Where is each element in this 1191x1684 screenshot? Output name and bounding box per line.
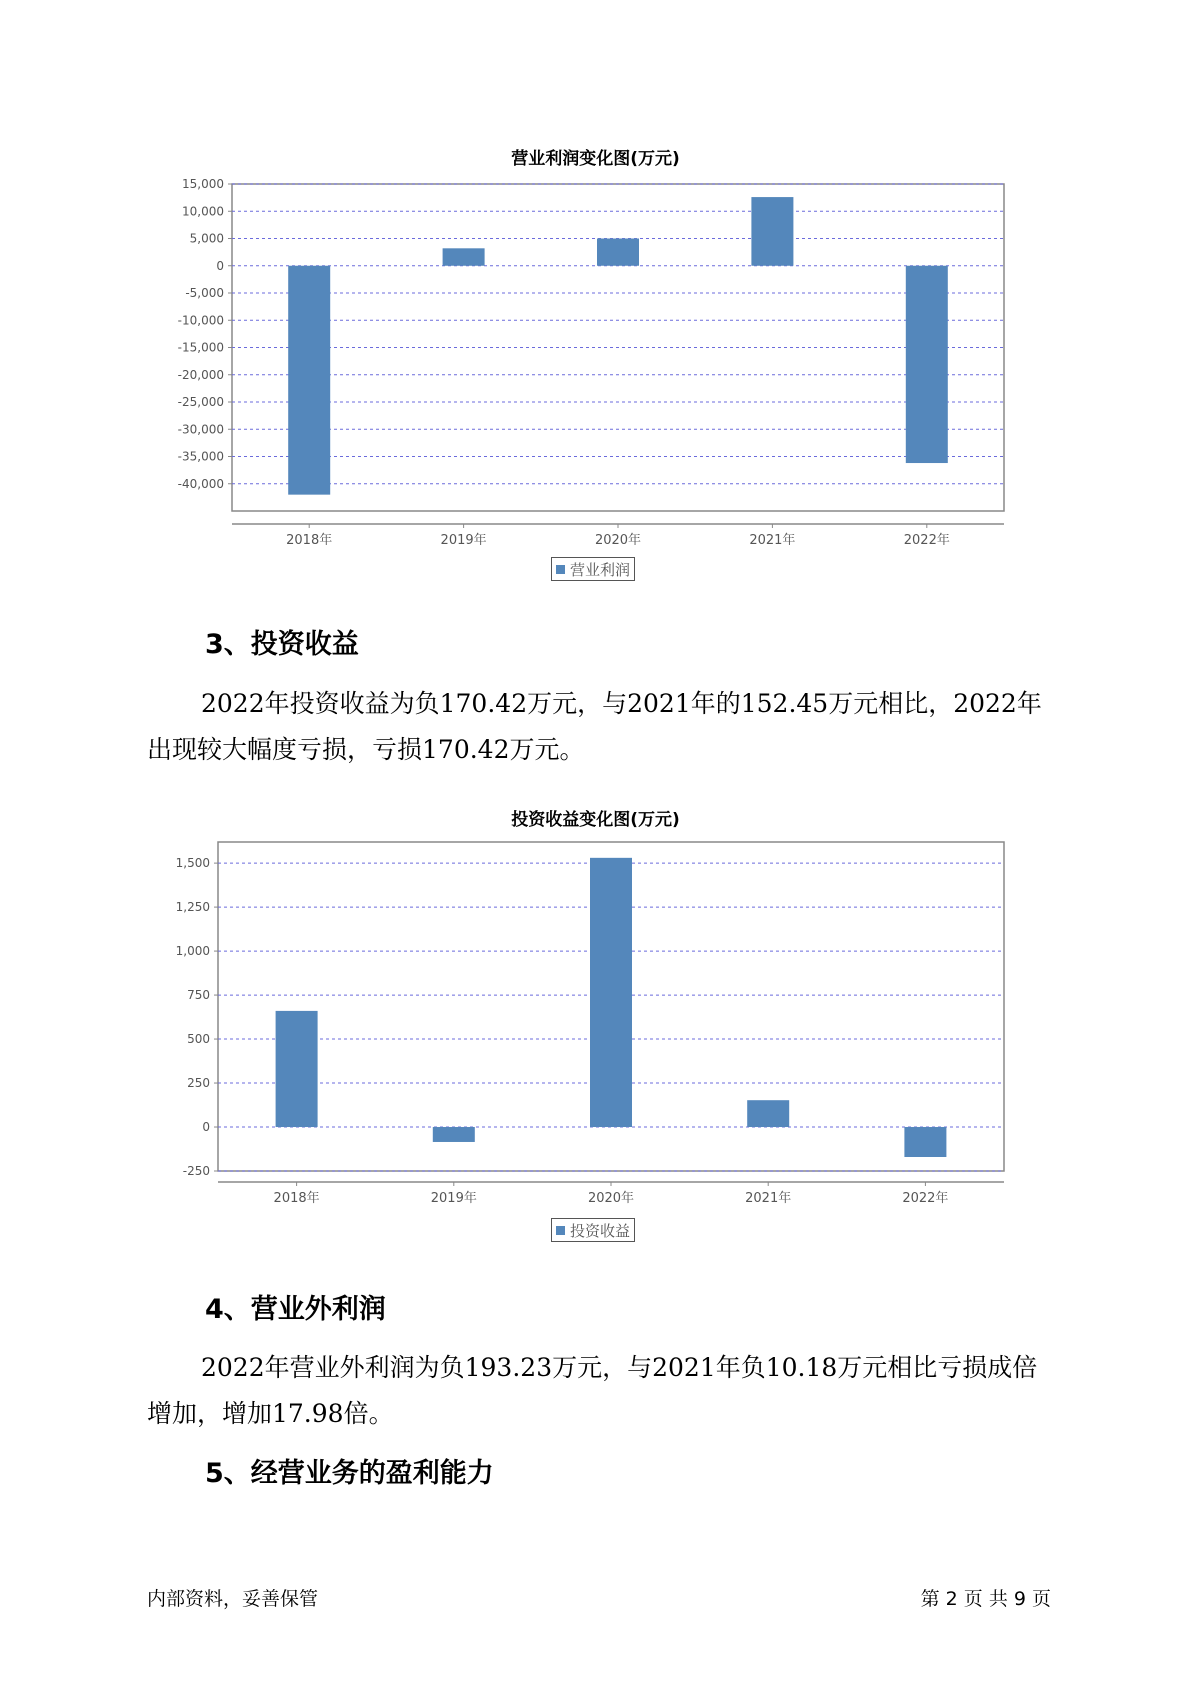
investment-income-chart: [0, 838, 1191, 1208]
bar-2019年: [433, 1127, 475, 1142]
y-tick-label: -40,000: [177, 476, 224, 491]
y-tick-label: -10,000: [177, 313, 224, 328]
y-tick-label: 15,000: [182, 177, 224, 191]
x-tick-label: 2021年: [745, 1191, 792, 1206]
y-tick-label: -25,000: [177, 395, 224, 409]
y-tick-label: -250: [182, 1164, 210, 1178]
chart1-title: 营业利润变化图(万元): [511, 149, 680, 169]
x-tick-label: 2021年: [749, 533, 796, 545]
y-tick-label: 0: [216, 258, 224, 273]
operating-profit-chart: [0, 175, 1191, 545]
bar-2019年: [443, 248, 485, 265]
chart2-title: 投资收益变化图(万元): [511, 810, 680, 830]
footer-page-number: 第 2 页 共 9 页: [920, 1588, 1051, 1610]
x-tick-label: 2019年: [440, 533, 487, 545]
x-tick-label: 2018年: [273, 1191, 320, 1206]
bar-2018年: [288, 266, 330, 495]
x-tick-label: 2020年: [587, 1191, 635, 1206]
y-tick-label: -5,000: [185, 286, 224, 300]
bar-2022年: [904, 1127, 946, 1157]
section-3-paragraph: 2022年投资收益为负170.42万元，与2021年的152.45万元相比，2022年出现较大幅度亏损，亏损170.42万元。: [147, 689, 1042, 764]
y-tick-label: -30,000: [177, 422, 224, 437]
y-tick-label: 5,000: [189, 231, 224, 246]
y-tick-label: -35,000: [177, 449, 224, 464]
bar-2021年: [751, 197, 793, 266]
bar-2020年: [597, 239, 639, 266]
bar-2018年: [276, 1011, 318, 1127]
bar-2021年: [747, 1100, 789, 1127]
section-5-heading: 5、经营业务的盈利能力: [205, 1458, 494, 1489]
section-4-paragraph: 2022年营业外利润为负193.23万元，与2021年负10.18万元相比亏损成倍增加，增加17.98倍。: [147, 1353, 1038, 1428]
section-4-heading: 4、营业外利润: [205, 1294, 386, 1325]
bar-2020年: [590, 858, 632, 1127]
section-3-heading: 3、投资收益: [205, 629, 359, 660]
y-tick-label: -15,000: [177, 340, 224, 355]
footer-confidential-note: 内部资料，妥善保管: [147, 1588, 319, 1610]
chart2-legend-label: 投资收益: [570, 1221, 631, 1240]
x-tick-label: 2022年: [903, 533, 950, 545]
y-tick-label: 0: [202, 1120, 210, 1135]
legend-swatch: [556, 565, 565, 574]
y-tick-label: 500: [187, 1032, 210, 1047]
y-tick-label: 250: [187, 1076, 210, 1091]
chart2-legend: [551, 1218, 635, 1242]
y-tick-label: 1,500: [175, 856, 210, 871]
x-tick-label: 2019年: [430, 1191, 477, 1206]
y-tick-label: -20,000: [177, 367, 224, 382]
y-tick-label: 750: [187, 988, 210, 1003]
x-tick-label: 2018年: [286, 533, 333, 545]
x-tick-label: 2022年: [902, 1191, 949, 1206]
bar-2022年: [906, 266, 948, 463]
x-tick-label: 2020年: [594, 533, 642, 545]
legend-swatch: [556, 1226, 565, 1235]
chart1-legend: [551, 557, 635, 581]
y-tick-label: 1,000: [175, 944, 210, 959]
y-tick-label: 10,000: [182, 204, 224, 219]
chart1-legend-label: 营业利润: [570, 560, 631, 579]
y-tick-label: 1,250: [175, 900, 210, 915]
